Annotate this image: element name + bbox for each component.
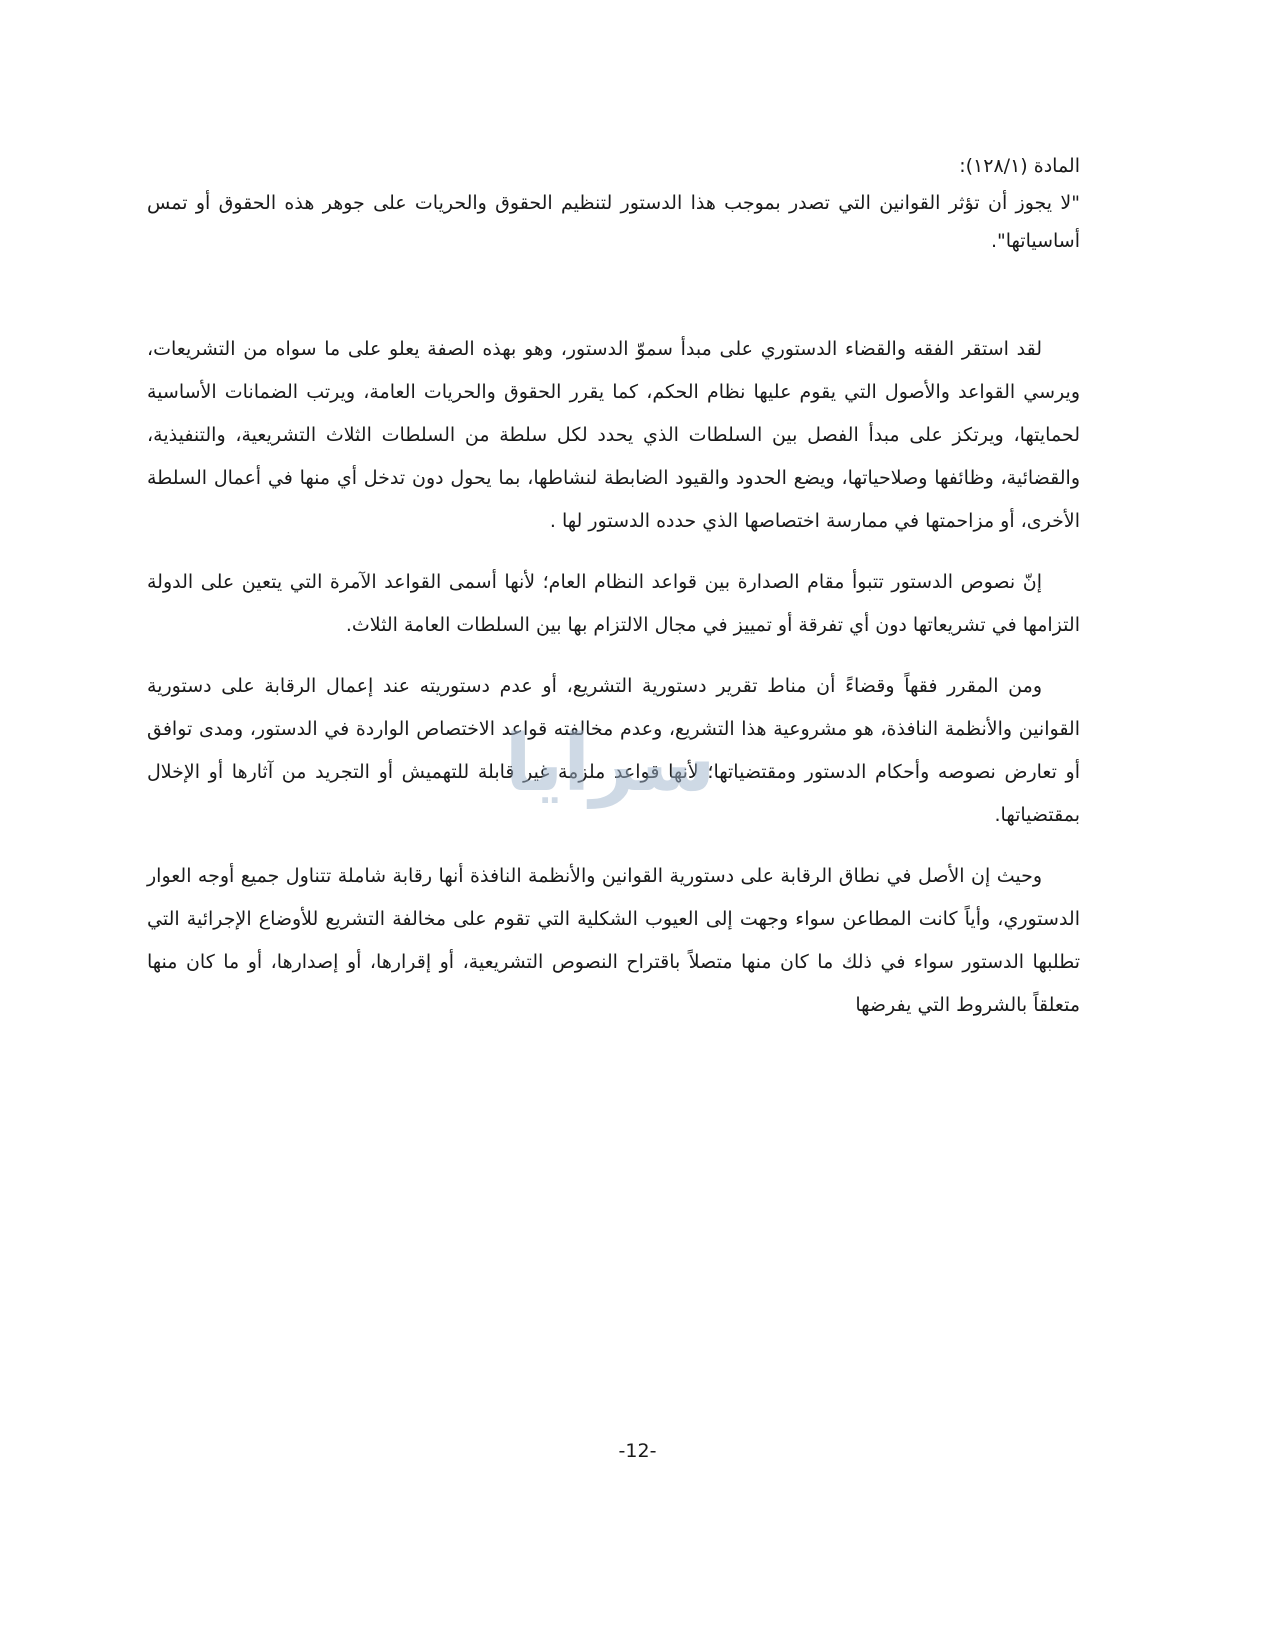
- page-number: -12-: [618, 1440, 657, 1462]
- paragraph-constitution-supremacy: لقد استقر الفقه والقضاء الدستوري على مبدأ سموّ الدستور، وهو بهذه الصفة يعلو على ما سواه من التشريعات، ويرسي القواعد والأصول التي يقوم عليها نظام الحكم، كما يقرر الحقوق والحريات العامة، ويرتب الضمانات الأساسية لحمايتها، ويرتكز على مبدأ الفصل بين السلطات الذي يحدد لكل سلطة من السلطات الثلاث التشريعية، والتنفيذية، والقضائية، وظائفها وصلاحياتها، ويضع الحدود والقيود الضابطة لنشاطها، بما يحول دون تدخل أي منها في أعمال السلطة الأخرى، أو مزاحمتها في ممارسة اختصاصها الذي حدده الدستور لها .: [147, 338, 1080, 532]
- document-body: [147, 148, 1080, 1027]
- paragraph-review-scope: وحيث إن الأصل في نطاق الرقابة على دستورية القوانين والأنظمة النافذة أنها رقابة شاملة تتناول جميع أوجه العوار الدستوري، وأياً كانت المطاعن سواء وجهت إلى العيوب الشكلية التي تقوم على مخالفة التشريع للأوضاع الإجرائية التي تطلبها الدستور سواء في ذلك ما كان منها متصلاً باقتراح النصوص التشريعية، أو إقرارها، أو إصدارها، أو ما كان منها متعلقاً بالشروط التي يفرضها: [147, 865, 1080, 1016]
- watermark-text: سرايا: [504, 719, 716, 809]
- paragraph-constitutionality-criteria: ومن المقرر فقهاً وقضاءً أن مناط تقرير دستورية التشريع، أو عدم دستوريته عند إعمال الرقابة على دستورية القوانين والأنظمة النافذة، هو مشروعية هذا التشريع، وعدم مخالفته قواعد الاختصاص الواردة في الدستور، ومدى توافق أو تعارض نصوصه وأحكام الدستور ومقتضياتها؛ لأنها قواعد ملزمة غير قابلة للتهميش أو التجريد من آثارها أو الإخلال بمقتضياتها.: [147, 675, 1080, 826]
- article-quote: "لا يجوز أن تؤثر القوانين التي تصدر بموجب هذا الدستور لتنظيم الحقوق والحريات على جوهر هذه الحقوق أو تمس أساسياتها".: [147, 192, 1080, 252]
- article-heading: المادة (١٢٨/١):: [959, 155, 1080, 177]
- paragraph-constitution-primacy: إنّ نصوص الدستور تتبوأ مقام الصدارة بين قواعد النظام العام؛ لأنها أسمى القواعد الآمرة التي يتعين على الدولة التزامها في تشريعاتها دون أي تفرقة أو تمييز في مجال الالتزام بها بين السلطات العامة الثلاث.: [147, 571, 1080, 636]
